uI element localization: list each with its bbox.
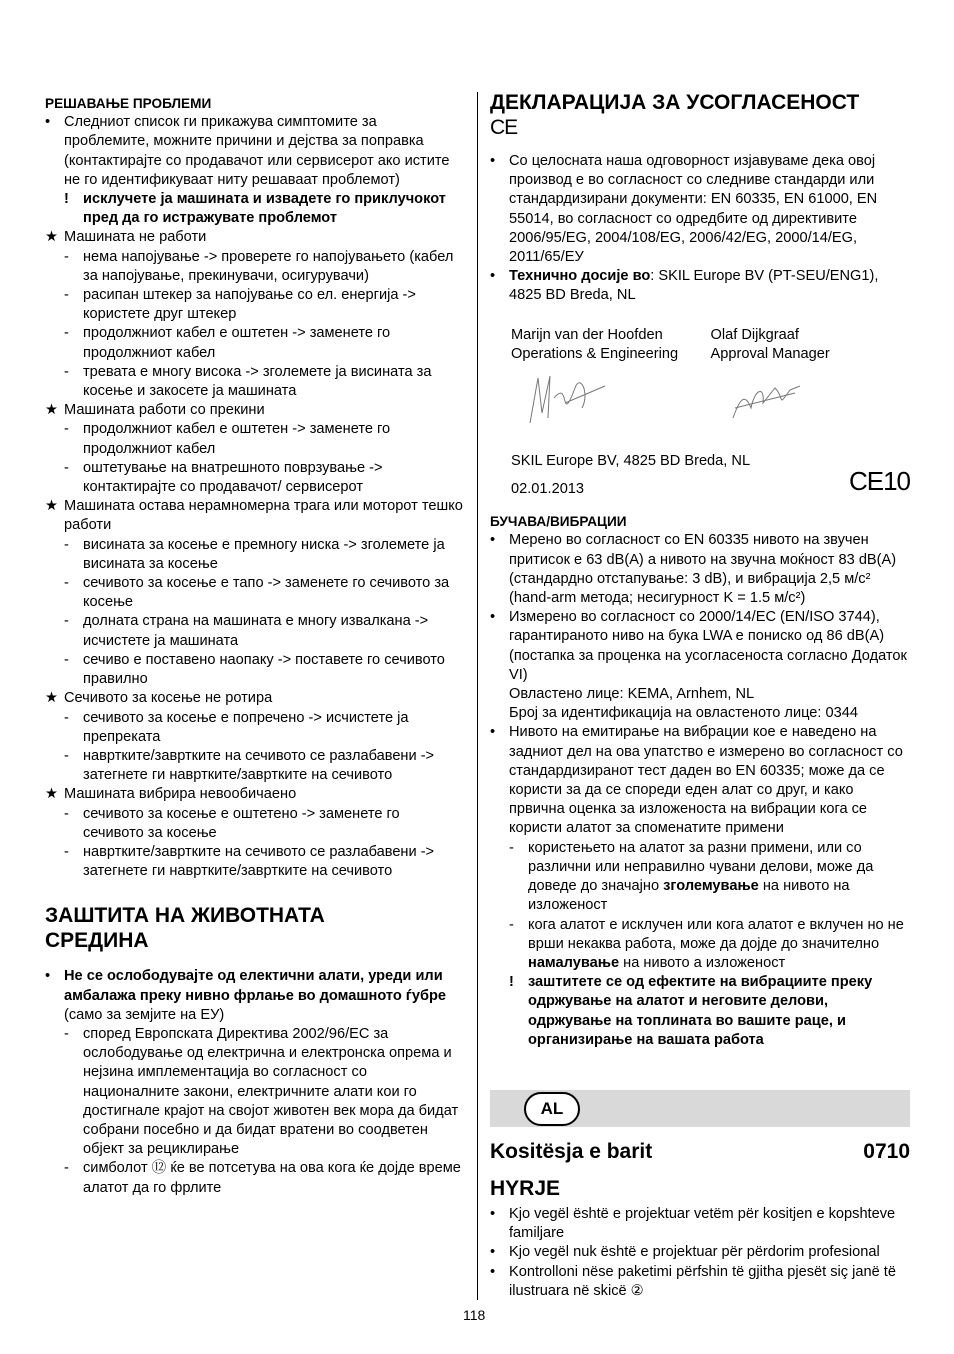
al-item: • Kjo vegël është e projektuar vetëm për kositjen e kopshteve familjare — [490, 1206, 896, 1242]
noise-item: • Нивото на емитирање на вибрации кое е наведено на задниот дел на ова упатство е измерено во согласност со стандардизиранот тест даден во EN 60335; може да се користи за да се спореди еден алат со друг, и како првична оценка за изложеноста на вибрации кога се користи алатот за споменатите примени — [490, 724, 903, 837]
language-bar — [490, 1090, 910, 1127]
signatures — [490, 368, 910, 444]
symptom-remedy: - нема напојување -> проверете го напојувањето (кабел за напојување, прекинувачи, осигурувачи) — [64, 248, 454, 284]
symptom-remedy: - продолжниот кабел е оштетен -> заменете го продолжниот кабел — [64, 421, 391, 457]
symptom-title: ★ Сечивото за косење не ротира — [45, 690, 273, 707]
ce-mark-icon: CE — [490, 116, 518, 139]
symptom-remedy: - продолжниот кабел е оштетен -> заменете го продолжниот кабел — [64, 325, 391, 361]
warning-item: ! исклучете ја машината и извадете го приклучокот пред да го истражувате проблемот — [64, 191, 446, 227]
language-badge: AL — [524, 1092, 580, 1126]
symptom-title: ★ Машината не работи — [45, 229, 207, 246]
symptom-remedy: - сечивото за косење е попречено -> исчистете ја препреката — [64, 709, 409, 745]
symptom-remedy: - навртките/завртките на сечивото се разлабавени -> затегнете ги навртките/завртките на сечивото — [64, 843, 435, 880]
noise-item: • Мерено во согласност со EN 60335 нивото на звучен притисок е 63 dB(A) а нивото на звучна моќност 83 dB(A) (стандардно отстапување: 3 dB), и вибрација 2,5 м/с² (hand-arm метода; несигурност K = 1.5 м/с²) — [490, 532, 897, 607]
right-column — [490, 90, 910, 1050]
date: 02.01.2013 — [511, 481, 585, 498]
symptom-remedy: - сечивото за косење е тапо -> заменете го сечивото за косење — [64, 575, 450, 611]
symptom-title: ★ Машината остава нерамномерна трага или моторот тешко работи — [45, 498, 463, 534]
al-title: Kositësja e barit — [490, 1140, 653, 1163]
symptom-remedy: - расипан штекер за напојување со ел. енергија -> користете друг штекер — [64, 287, 416, 323]
symptom-list — [45, 228, 463, 881]
hyrje-heading: HYRJE — [490, 1177, 561, 1200]
signer1-name: Marijn van der Hoofden — [511, 326, 663, 343]
signature-2 — [715, 368, 910, 444]
vibration-warning: ! заштитете се од ефектите на вибрациите преку одржување на алатот и неговите делови, одржување на топлината во вашите раце, и организирање на вашата работа — [509, 974, 873, 1048]
troubleshoot-heading: РЕШАВАЊЕ ПРОБЛЕМИ — [45, 96, 212, 111]
signers — [490, 326, 910, 364]
intro-item: • Следниот список ги прикажува симптомите за проблемите, можните причини и дејства за поправка (контактирајте со продавачот или сервисерот ако истите не го идентификуваат ниту решаваат проблемот) — [45, 114, 450, 188]
ce-year-mark: CE10 — [848, 466, 910, 497]
symptom-remedy: - сечиво е поставено наопаку -> поставете го сечивото правилно — [64, 651, 445, 688]
al-title-row — [490, 1139, 910, 1164]
symptom-remedy: - навртките/завртките на сечивото се разлабавени -> затегнете ги навртките/завртките на сечивото — [64, 747, 435, 784]
signer2-name: Olaf Dijkgraaf — [710, 326, 799, 343]
al-model: 0710 — [863, 1140, 910, 1163]
noise-subitem: - кога алатот е исклучен или кога алатот е вклучен но не врши некаква работа, може да дојде до значително намалување на нивото а изложеност — [509, 916, 904, 971]
env-item: • Не се ослободувајте од електични алати, уреди или амбалажа преку нивно фрлање во домашното ѓубре (само за земјите на ЕУ) — [45, 968, 447, 1023]
symptom-title: ★ Машината работи со прекини — [45, 402, 265, 419]
al-section — [490, 1139, 910, 1301]
al-item: • Kjo vegël nuk është e projektuar për përdorim profesional — [490, 1244, 880, 1261]
date-row — [490, 466, 910, 508]
environment-heading: ЗАШТИТА НА ЖИВОТНАТА СРЕДИНА — [45, 904, 325, 953]
symptom-title: ★ Машината вибрира невообичаено — [45, 786, 297, 803]
env-subitem: - според Европската Директива 2002/96/EC за ослободување од електрична и електронска опрема и нејзина имплементација во согласност со националните закони, електричните алати кои го достигнале крајот на својот животен век мора да бидат собрани посебно и да бидат вратени во соодветен објект за рециклирање — [64, 1025, 459, 1158]
noise-heading: БУЧАВА/ВИБРАЦИИ — [490, 514, 627, 530]
symptom-remedy: - тревата е многу висока -> зголемете ја висината за косење и закосете ја машината — [64, 363, 432, 400]
left-column — [45, 90, 463, 1198]
env-subitem: - симболот ⑫ ќе ве потсетува на ова кога ќе дојде време алатот да го фрлите — [64, 1160, 461, 1196]
company-address: SKIL Europe BV, 4825 BD Breda, NL — [511, 453, 751, 470]
al-item: • Kontrolloni nëse paketimi përfshin të gjitha pjesët siç janë të ilustruara në skicë ② — [490, 1263, 896, 1299]
symptom-remedy: - сечивото за косење е оштетено -> заменете го сечивото за косење — [64, 805, 400, 841]
signature-1 — [520, 368, 715, 444]
page-number: 118 — [463, 1307, 486, 1323]
symptom-remedy: - оштетување на внатрешното поврзување -> контактирајте со продавачот/ сервисерот — [64, 459, 383, 496]
noise-item: • Измерено во согласност со 2000/14/EC (EN/ISO 3744), гарантираното ниво на бука LWA е пониско од 86 dB(A) (постапка за проценка на усогласеноста согласно Додаток VI) Овластено лице: KEMA, Arnhem, NL Број за идентификација на овластеното лице: 0344 — [490, 609, 907, 722]
declaration-heading: ДЕКЛАРАЦИЈА ЗА УСОГЛАСЕНОСТ — [490, 91, 860, 114]
signer2-role: Approval Manager — [710, 345, 830, 362]
signer1-role: Operations & Engineering — [511, 345, 679, 362]
noise-subitem: - користењето на алатот за разни примени, или со различни или неправилно чувани делови, може да доведе до значајно зголемување на нивото на изложеност — [509, 839, 874, 914]
symptom-remedy: - долната страна на машината е многу извалкана -> исчистете ја машината — [64, 613, 429, 649]
technical-file: • Технично досије во: SKIL Europe BV (PT-SEU/ENG1), 4825 BD Breda, NL — [490, 268, 879, 304]
symptom-remedy: - висината за косење е премногу ниска -> зголемете ја висината за косење — [64, 536, 445, 572]
column-separator — [477, 92, 478, 1300]
declaration-text: • Со целосната наша одговорност изјавуваме дека овој производ е во согласност со следниве стандарди или стандардизирани документи: EN 60335, EN 61000, EN 55014, во согласност со одредбите од директивите 2006/95/EG, 2004/108/EG, 2006/42/EG, 2000/14/EG, 2011/65/ЕУ — [490, 153, 878, 266]
